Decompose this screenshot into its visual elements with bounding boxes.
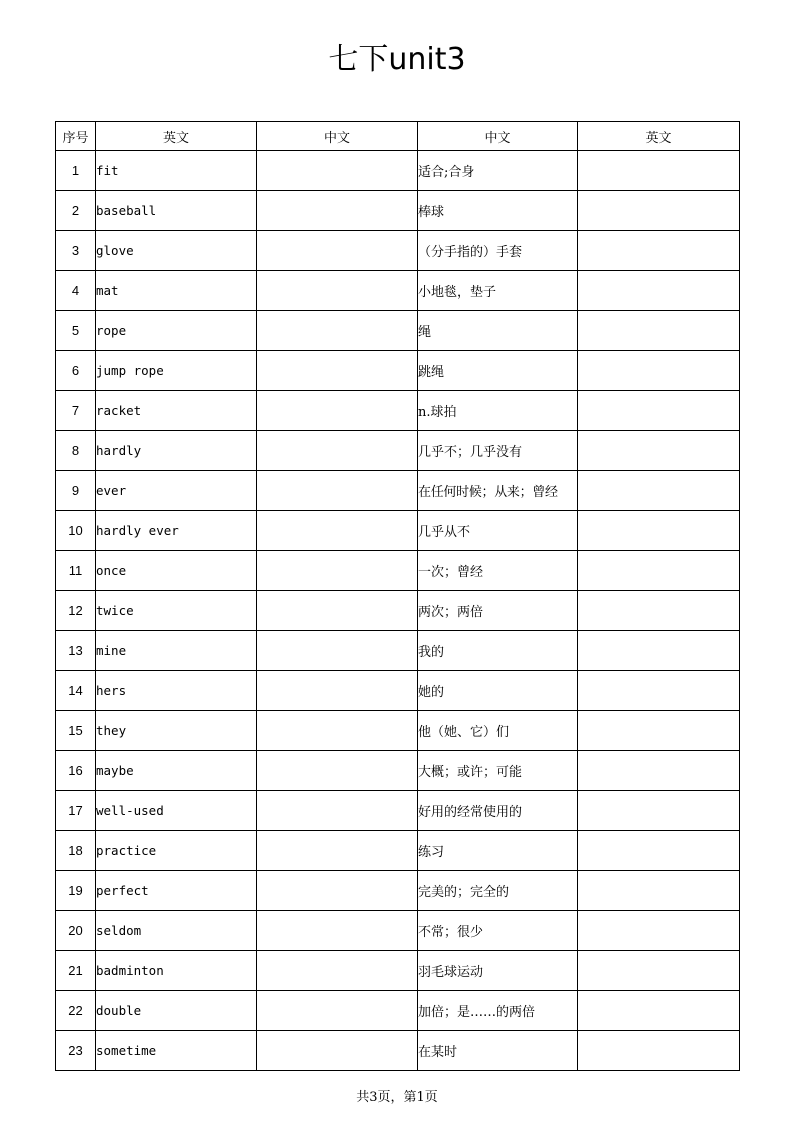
table-row [56,831,740,871]
chinese-answer-cell[interactable] [257,991,418,1031]
english-word: fit [96,151,257,191]
table-row [56,471,740,511]
table-row [56,871,740,911]
row-number: 5 [56,311,96,351]
table-row [56,311,740,351]
english-answer-cell[interactable] [578,671,740,711]
row-number: 21 [56,951,96,991]
table-row [56,511,740,551]
row-number: 16 [56,751,96,791]
row-number: 13 [56,631,96,671]
chinese-meaning: 好用的经常使用的 [418,791,578,831]
english-answer-cell[interactable] [578,711,740,751]
english-answer-cell[interactable] [578,631,740,671]
english-word: they [96,711,257,751]
table-row [56,951,740,991]
row-number: 8 [56,431,96,471]
row-number: 2 [56,191,96,231]
chinese-answer-cell[interactable] [257,831,418,871]
english-word: once [96,551,257,591]
chinese-meaning: 棒球 [418,191,578,231]
table-row [56,991,740,1031]
chinese-meaning: 她的 [418,671,578,711]
english-answer-cell[interactable] [578,831,740,871]
chinese-meaning: 完美的；完全的 [418,871,578,911]
row-number: 6 [56,351,96,391]
english-word: well-used [96,791,257,831]
chinese-answer-cell[interactable] [257,631,418,671]
chinese-meaning: 适合;合身 [418,151,578,191]
chinese-meaning: 在某时 [418,1031,578,1071]
english-word: hers [96,671,257,711]
row-number: 3 [56,231,96,271]
chinese-answer-cell[interactable] [257,151,418,191]
english-answer-cell[interactable] [578,951,740,991]
row-number: 14 [56,671,96,711]
chinese-meaning: 大概；或许；可能 [418,751,578,791]
table-row [56,751,740,791]
chinese-meaning: 不常；很少 [418,911,578,951]
row-number: 10 [56,511,96,551]
row-number: 18 [56,831,96,871]
chinese-meaning: 一次；曾经 [418,551,578,591]
english-word: perfect [96,871,257,911]
row-number: 23 [56,1031,96,1071]
header-chinese: 中文 [418,122,578,151]
chinese-answer-cell[interactable] [257,351,418,391]
english-answer-cell[interactable] [578,471,740,511]
table-row [56,151,740,191]
row-number: 19 [56,871,96,911]
page-footer: 共3页，第1页 [356,1090,438,1105]
chinese-answer-cell[interactable] [257,591,418,631]
english-word: hardly ever [96,511,257,551]
table-row [56,631,740,671]
chinese-answer-cell[interactable] [257,871,418,911]
table-row [56,791,740,831]
english-word: sometime [96,1031,257,1071]
english-word: hardly [96,431,257,471]
english-answer-cell[interactable] [578,191,740,231]
header-number: 序号 [56,122,96,151]
english-word: ever [96,471,257,511]
english-answer-cell[interactable] [578,911,740,951]
vocabulary-table [55,121,740,1071]
english-answer-cell[interactable] [578,591,740,631]
english-answer-cell[interactable] [578,351,740,391]
english-word: practice [96,831,257,871]
header-chinese-blank: 中文 [257,122,418,151]
row-number: 22 [56,991,96,1031]
chinese-meaning: 小地毯，垫子 [418,271,578,311]
table-body [56,151,740,1071]
chinese-answer-cell[interactable] [257,231,418,271]
chinese-answer-cell[interactable] [257,551,418,591]
english-word: mine [96,631,257,671]
row-number: 20 [56,911,96,951]
header-english-blank: 英文 [578,122,740,151]
table-row [56,551,740,591]
header-english: 英文 [96,122,257,151]
chinese-meaning: 跳绳 [418,351,578,391]
chinese-meaning: 羽毛球运动 [418,951,578,991]
chinese-answer-cell[interactable] [257,711,418,751]
chinese-meaning: 两次；两倍 [418,591,578,631]
english-answer-cell[interactable] [578,871,740,911]
chinese-answer-cell[interactable] [257,511,418,551]
chinese-answer-cell[interactable] [257,1031,418,1071]
table-row [56,351,740,391]
english-word: rope [96,311,257,351]
table-row [56,191,740,231]
chinese-meaning: 几乎从不 [418,511,578,551]
english-word: glove [96,231,257,271]
chinese-answer-cell[interactable] [257,471,418,511]
english-answer-cell[interactable] [578,311,740,351]
table-row [56,671,740,711]
chinese-answer-cell[interactable] [257,311,418,351]
table-row [56,231,740,271]
chinese-meaning: 在任何时候；从来；曾经 [418,471,578,511]
row-number: 15 [56,711,96,751]
table-header-row [56,122,740,151]
table-row [56,1031,740,1071]
english-answer-cell[interactable] [578,511,740,551]
chinese-meaning: 练习 [418,831,578,871]
english-answer-cell[interactable] [578,431,740,471]
table-row [56,591,740,631]
table-row [56,711,740,751]
chinese-answer-cell[interactable] [257,191,418,231]
english-word: baseball [96,191,257,231]
english-word: racket [96,391,257,431]
english-word: twice [96,591,257,631]
english-answer-cell[interactable] [578,791,740,831]
row-number: 4 [56,271,96,311]
row-number: 7 [56,391,96,431]
chinese-answer-cell[interactable] [257,751,418,791]
chinese-meaning: 我的 [418,631,578,671]
english-word: jump rope [96,351,257,391]
english-answer-cell[interactable] [578,391,740,431]
chinese-answer-cell[interactable] [257,431,418,471]
chinese-answer-cell[interactable] [257,671,418,711]
chinese-meaning: （分手指的）手套 [418,231,578,271]
english-word: badminton [96,951,257,991]
chinese-answer-cell[interactable] [257,791,418,831]
chinese-answer-cell[interactable] [257,391,418,431]
english-answer-cell[interactable] [578,551,740,591]
chinese-meaning: 绳 [418,311,578,351]
row-number: 17 [56,791,96,831]
chinese-answer-cell[interactable] [257,271,418,311]
table-row [56,391,740,431]
row-number: 1 [56,151,96,191]
english-word: seldom [96,911,257,951]
chinese-meaning: 他（她、它）们 [418,711,578,751]
chinese-meaning: 加倍；是……的两倍 [418,991,578,1031]
table-row [56,271,740,311]
english-answer-cell[interactable] [578,271,740,311]
chinese-answer-cell[interactable] [257,911,418,951]
english-answer-cell[interactable] [578,751,740,791]
table-row [56,911,740,951]
chinese-answer-cell[interactable] [257,951,418,991]
chinese-meaning: n.球拍 [418,391,578,431]
row-number: 9 [56,471,96,511]
english-word: maybe [96,751,257,791]
english-word: double [96,991,257,1031]
english-answer-cell[interactable] [578,231,740,271]
row-number: 12 [56,591,96,631]
english-answer-cell[interactable] [578,1031,740,1071]
row-number: 11 [56,551,96,591]
english-answer-cell[interactable] [578,991,740,1031]
table-row [56,431,740,471]
english-word: mat [96,271,257,311]
page-title: 七下unit3 [328,42,466,77]
english-answer-cell[interactable] [578,151,740,191]
chinese-meaning: 几乎不；几乎没有 [418,431,578,471]
